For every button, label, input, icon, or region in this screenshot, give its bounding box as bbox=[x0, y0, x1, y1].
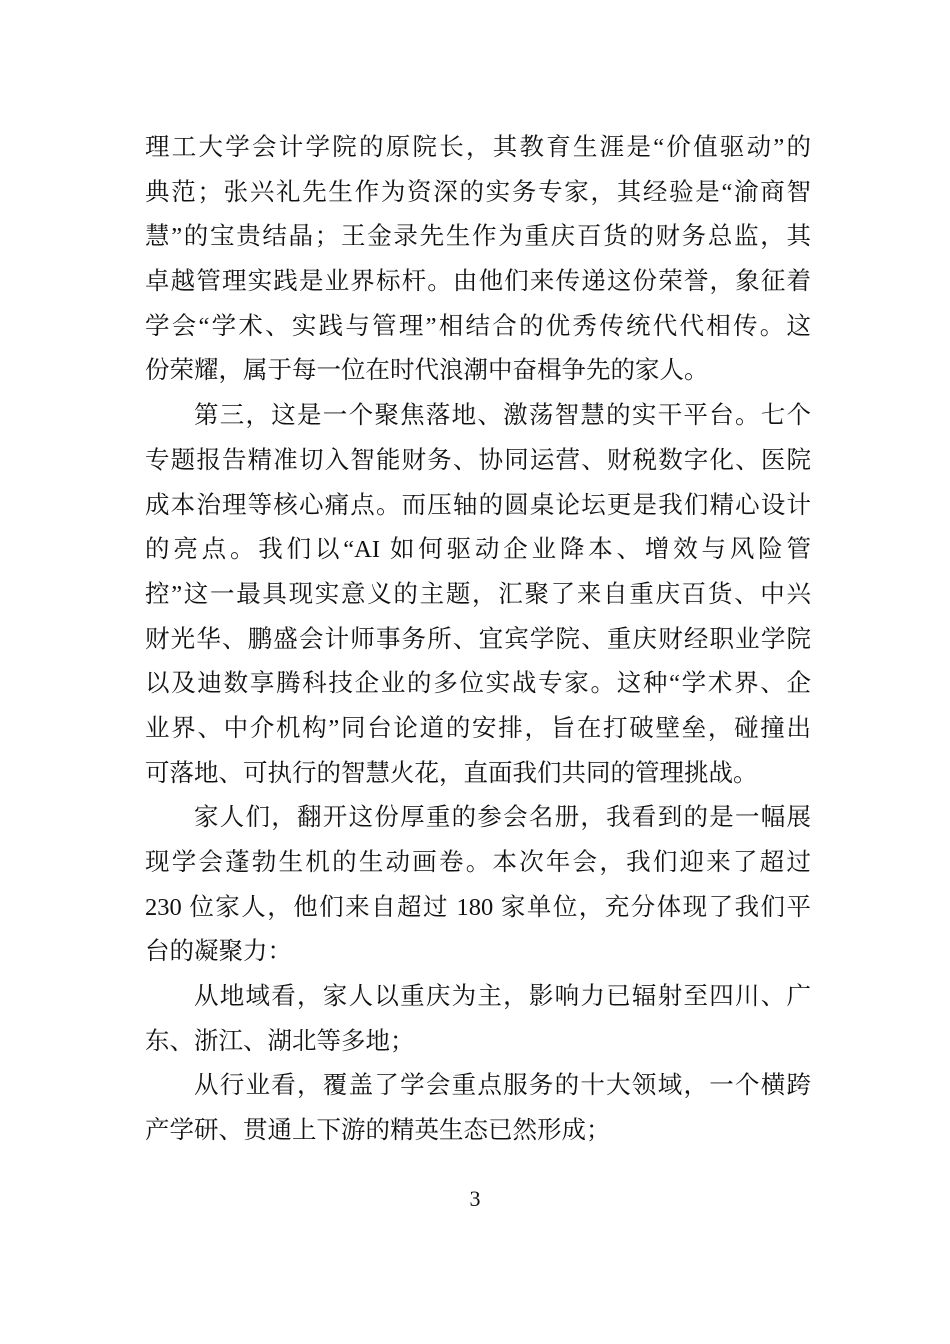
text-line: 东、浙江、湖北等多地； bbox=[145, 1027, 415, 1055]
paragraph bbox=[145, 394, 811, 796]
text-line: 台的凝聚力： bbox=[145, 938, 292, 966]
text-line: 第三，这是一个聚焦落地、激荡智慧的实干平台。七个 bbox=[194, 402, 811, 430]
paragraph bbox=[145, 126, 811, 394]
text-line: 慧”的宝贵结晶；王金录先生作为重庆百货的财务总监，其 bbox=[145, 223, 811, 251]
text-line: 卓越管理实践是业界标杆。由他们来传递这份荣誉，象征着 bbox=[145, 268, 811, 296]
page-number: 3 bbox=[469, 1186, 481, 1211]
text-line: 的亮点。我们以“AI 如何驱动企业降本、增效与风险管 bbox=[145, 536, 811, 564]
paragraph bbox=[145, 975, 811, 1064]
text-line: 理工大学会计学院的原院长，其教育生涯是“价值驱动”的 bbox=[145, 134, 811, 161]
text-line: 从行业看，覆盖了学会重点服务的十大领域，一个横跨 bbox=[194, 1072, 811, 1100]
text-line: 业界、中介机构”同台论道的安排，旨在打破壁垒，碰撞出 bbox=[145, 714, 811, 742]
text-line: 学会“学术、实践与管理”相结合的优秀传统代代相传。这 bbox=[145, 312, 811, 340]
text-line: 从地域看，家人以重庆为主，影响力已辐射至四川、广 bbox=[194, 983, 811, 1011]
text-line: 控”这一最具现实意义的主题，汇聚了来自重庆百货、中兴 bbox=[145, 580, 811, 608]
text-line: 典范；张兴礼先生作为资深的实务专家，其经验是“渝商智 bbox=[145, 178, 811, 206]
text-line: 现学会蓬勃生机的生动画卷。本次年会，我们迎来了超过 bbox=[145, 849, 811, 876]
body-text bbox=[145, 126, 811, 1154]
text-line: 专题报告精准切入智能财务、协同运营、财税数字化、医院 bbox=[145, 446, 811, 474]
paragraph bbox=[145, 1064, 811, 1153]
text-line: 可落地、可执行的智慧火花，直面我们共同的管理挑战。 bbox=[145, 759, 758, 787]
text-line: 230 位家人，他们来自超过 180 家单位，充分体现了我们平 bbox=[145, 893, 811, 921]
text-line: 家人们，翻开这份厚重的参会名册，我看到的是一幅展 bbox=[194, 804, 811, 832]
text-line: 产学研、贯通上下游的精英生态已然形成； bbox=[145, 1117, 611, 1145]
text-line: 份荣耀，属于每一位在时代浪潮中奋楫争先的家人。 bbox=[145, 357, 709, 385]
paragraph bbox=[145, 796, 811, 975]
text-line: 成本治理等核心痛点。而压轴的圆桌论坛更是我们精心设计 bbox=[145, 491, 811, 519]
text-line: 以及迪数享腾科技企业的多位实战专家。这种“学术界、企 bbox=[145, 670, 811, 698]
text-line: 财光华、鹏盛会计师事务所、宜宾学院、重庆财经职业学院 bbox=[145, 625, 811, 653]
